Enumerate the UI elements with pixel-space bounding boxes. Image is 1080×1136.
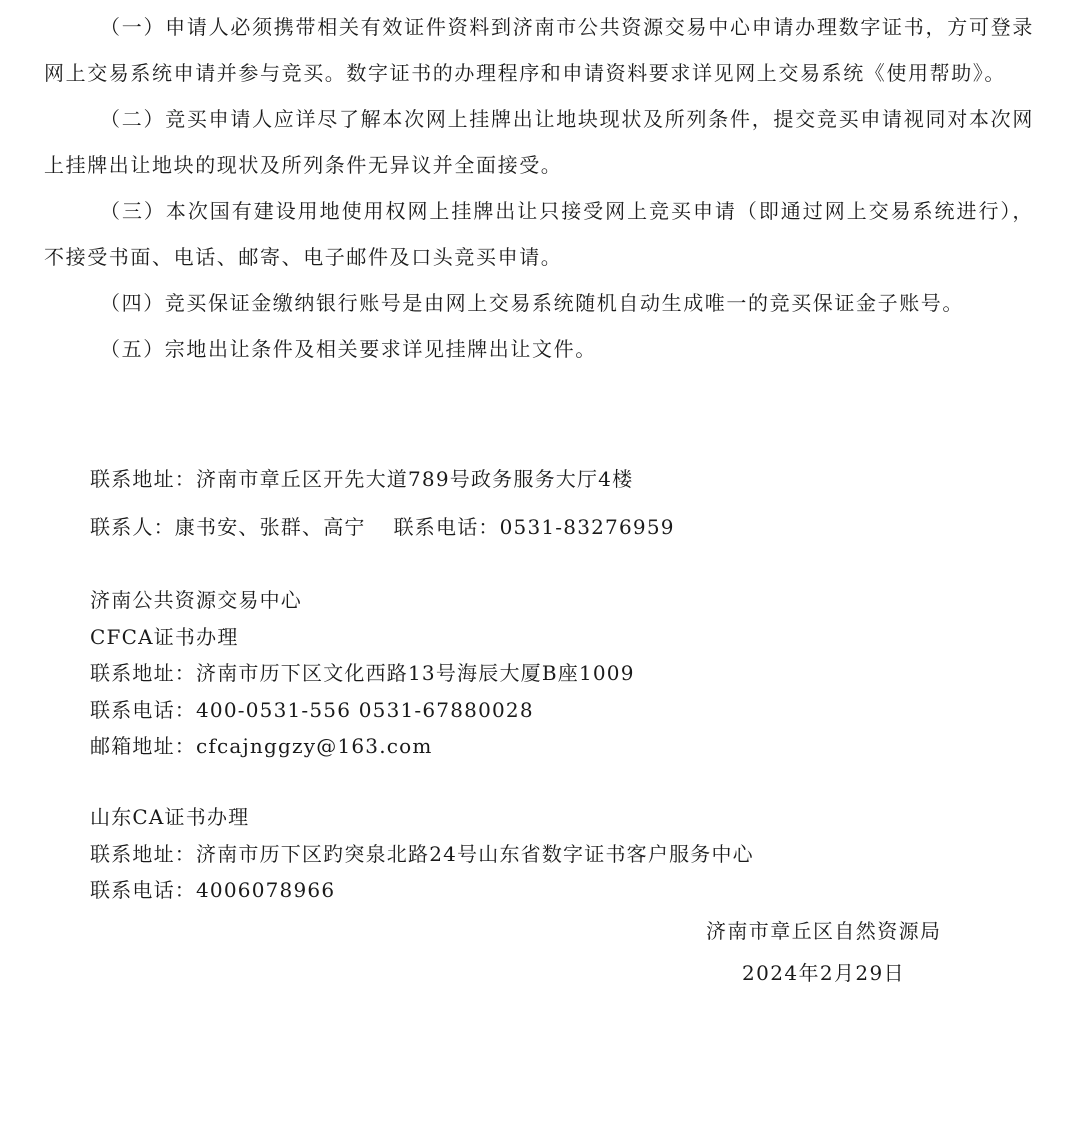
sdca-block — [90, 799, 754, 909]
clause-4: （四）竞买保证金缴纳银行账号是由网上交易系统随机自动生成唯一的竞买保证金子账号。 — [100, 291, 964, 315]
contact-block — [90, 455, 675, 551]
sdca-title: 山东CA证书办理 — [90, 805, 250, 829]
cfca-address: 联系地址：济南市历下区文化西路13号海辰大厦B座1009 — [90, 661, 635, 685]
contact-persons: 联系人：康书安、张群、高宁 — [90, 515, 366, 539]
clause-5: （五）宗地出让条件及相关要求详见挂牌出让文件。 — [100, 337, 597, 361]
cfca-org: 济南公共资源交易中心 — [90, 588, 302, 612]
clause-3: （三）本次国有建设用地使用权网上挂牌出让只接受网上竞买申请（即通过网上交易系统进行），不接受书面、电话、邮寄、电子邮件及口头竞买申请。 — [44, 199, 1034, 269]
cfca-phone: 联系电话：400-0531-556 0531-67880028 — [90, 697, 534, 722]
cfca-title: CFCA证书办理 — [90, 624, 239, 649]
clause-2: （二）竞买申请人应详尽了解本次网上挂牌出让地块现状及所列条件，提交竞买申请视同对本次网上挂牌出让地块的现状及所列条件无异议并全面接受。 — [44, 107, 1034, 177]
signature-block — [706, 910, 941, 994]
signature-date: 2024年2月29日 — [742, 961, 906, 985]
contact-persons-line — [90, 503, 675, 551]
cfca-email: 邮箱地址：cfcajnggzy@163.com — [90, 734, 433, 758]
clause-1: （一）申请人必须携带相关有效证件资料到济南市公共资源交易中心申请办理数字证书，方可登录网上交易系统申请并参与竞买。数字证书的办理程序和申请资料要求详见网上交易系统《使用帮助》。 — [44, 15, 1034, 85]
cfca-block — [90, 582, 635, 765]
clause-list — [44, 4, 1034, 372]
sdca-address: 联系地址：济南市历下区趵突泉北路24号山东省数字证书客户服务中心 — [90, 841, 754, 866]
signature-issuer: 济南市章丘区自然资源局 — [706, 919, 942, 943]
contact-phone: 联系电话：0531-83276959 — [393, 515, 675, 539]
contact-address: 联系地址：济南市章丘区开先大道789号政务服务大厅4楼 — [90, 467, 634, 491]
sdca-phone: 联系电话：4006078966 — [90, 878, 336, 902]
